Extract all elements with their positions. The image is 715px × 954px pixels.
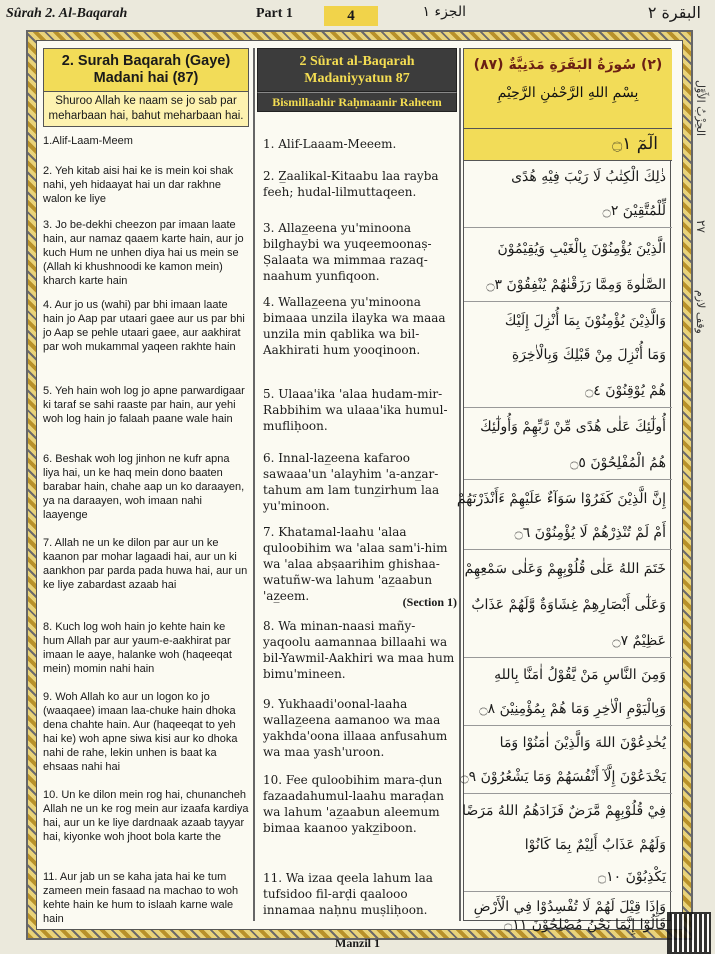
arabic-line: الصَّلٰوةَ وَمِمَّا رَزَقْنٰهُمْ يُنْفِقُوْنَ ۝٣ [486,277,666,293]
line-rule [464,227,672,228]
page-header [0,0,715,30]
column-divider [459,48,461,921]
arabic-alm-line: الٓمٓ ۝١ [464,129,672,161]
page-number: 4 [324,6,378,26]
urdu-verse-10: 10. Un ke dilon mein rog hai, chunancheh Allah ne un ke rog mein aur izaafa kardiya hai, aur un ke liye dardnaak azaab tayyar hai, kiyonke woh jhoot bola karte the [43,789,249,843]
translit-verse-5: 5. Ulaaa'ika 'alaa hudam-mir-Rabbihim wa ulaaa'ika humul-mufliḥoon. [263,387,448,433]
urdu-verse-2: 2. Yeh kitab aisi hai ke is mein koi shak nahi, yeh hidaayat hai un dar rakhne walon ke liye [43,165,234,205]
arabic-line: عَظِيْمٌ ۝٧ [612,633,666,649]
translit-bismillah: Bismillaahir Raḥmaanir Raheem [257,92,457,112]
arabic-line: خَتَمَ اللهُ عَلٰى قُلُوْبِهِمْ وَعَلٰى سَمْعِهِمْ [464,561,666,577]
translit-verse-6: 6. Innal-laz̲eena kafaroo sawaaa'un 'alayhim 'a-anz̲ar-tahum am lam tunz̲irhum laa yu'minoon. [263,451,440,513]
arabic-line: وَمِنَ النَّاسِ مَنْ يَّقُوْلُ اٰمَنَّا بِاللهِ [494,667,666,683]
arabic-line: أَمْ لَمْ تُنْذِرْهُمْ لَا يُؤْمِنُوْنَ ۝٦ [514,525,666,541]
urdu-verse-4: 4. Aur jo us (wahi) par bhi imaan laate hain jo Aap par utaari gaee aur us par bhi jo Aap se pehle utaari gaee, aur aakhirat par woh mukammal yaqeen rakhte hain [43,299,245,353]
urdu-verse-5: 5. Yeh hain woh log jo apne parwardigaar ki taraf se sahi raaste par hain, aur yehi woh log hain jo falaah paane wale hain [43,385,245,425]
line-rule [464,479,672,480]
urdu-verse-6: 6. Beshak woh log jinhon ne kufr apna liya hai, un ke haq mein dono baaten barabar hain, chahe aap un ko daraayen, ya na daraayen, woh imaan nahi laayenge [43,453,245,521]
line-rule [464,657,672,658]
translit-verse-10: 10. Fee quloobihim mara-ḍun fazaadahumul-laahu maraḍan wa lahum 'az̲aabun aleemum bimaa kaanoo yakz̲iboon. [263,773,444,835]
arabic-line: ذٰلِكَ الْكِتٰبُ لَا رَيْبَ فِيْهِ هُدًى [511,169,666,185]
arabic-line: وَإِذَا قِيْلَ لَهُمْ لَا تُفْسِدُوْا فِي الْأَرْضِ [473,899,666,915]
line-rule [464,891,672,892]
right-margin-notes [692,80,712,440]
translit-verse-3: 3. Allaz̲eena yu'minoona bilghaybi wa yuqeemoonaṣ-Ṣalaata wa mimmaa razaq-naahum yunfiqoon. [263,221,432,283]
translit-verse-2: 2. Z̲aalikal-Kitaabu laa rayba feeh; hudal-lilmuttaqeen. [263,169,439,199]
qr-code-icon [667,912,711,954]
part-label: Part 1 [256,6,293,21]
line-rule [464,793,672,794]
arabic-line: هُمْ يُوْقِنُوْنَ ۝٤ [585,383,666,399]
surah-title: Sûrah 2. Al-Baqarah [6,6,128,21]
juz-arabic: الجزء ١ [422,4,466,20]
urdu-bismillah: Shuroo Allah ke naam se jo sab par meharbaan hai, bahut meharbaan hai. [43,92,249,127]
arabic-line: وَالَّذِيْنَ يُؤْمِنُوْنَ بِمَا أُنْزِلَ إِلَيْكَ [504,313,666,329]
transliteration-column [257,48,457,921]
arabic-column [456,48,671,933]
urdu-verse-9: 9. Woh Allah ko aur un logon ko jo (waaqaee) imaan laa-chuke hain dhoka dena chahte hain. Aur (haqeeqat to yeh hai ke) woh apne siwa kisi aur ko dhoka nahi de rahe, lekin unhen is baat ka ehsaas nahi hai [43,691,238,773]
line-rule [464,549,672,550]
manzil-footer: Manzil 1 [335,936,380,950]
translit-column-title: 2 Sûrat al-Baqarah Madaniyyatun 87 [257,48,457,92]
translit-verse-8: 8. Wa minan-naasi mañy-yaqoolu aamannaa billaahi wa bil-Yawmil-Aakhiri wa maa hum bimu'mineen. [263,619,455,681]
arabic-line: إِنَّ الَّذِيْنَ كَفَرُوْا سَوَآءٌ عَلَيْهِمْ ءَأَنْذَرْتَهُمْ [456,491,666,507]
arabic-line: قَالُوْٓا إِنَّمَا نَحْنُ مُصْلِحُوْنَ ۝١١ [504,917,666,933]
arabic-line: يَخْدَعُوْنَ إِلَّآ أَنْفُسَهُمْ وَمَا يَشْعُرُوْنَ ۝٩ [460,769,666,785]
margin-waqf: وقف لازم [694,290,707,334]
translit-verse-9: 9. Yukhaadi'oonal-laaha wallaz̲eena aamanoo wa maa yakhda'oona illaaa anfusahum wa maa yash'uroon. [263,697,448,759]
arabic-line: يَكْذِبُوْنَ ۝١٠ [597,869,666,885]
urdu-verse-7: 7. Allah ne un ke dilon par aur un ke kaanon par mohar lagaadi hai, aur un ki aankhon par parda pada huwa hai, aur un ke liye zabardast azaab hai [43,537,248,591]
arabic-line: الَّذِيْنَ يُؤْمِنُوْنَ بِالْغَيْبِ وَيُقِيْمُوْنَ [497,241,666,257]
arabic-line: وَبِالْيَوْمِ الْاٰخِرِ وَمَا هُمْ بِمُؤْمِنِيْنَ ۝٨ [479,701,666,717]
arabic-line: وَعَلٰٓى أَبْصَارِهِمْ غِشَاوَةٌ وَّلَهُمْ عَذَابٌ [471,597,666,613]
line-rule [464,407,672,408]
urdu-verse-8: 8. Kuch log woh hain jo kehte hain ke hum Allah par aur yaum-e-aakhirat par imaan le aaye, halanke woh (haqeeqat mein) momin nahi hain [43,621,232,675]
arabic-line: فِيْ قُلُوْبِهِمْ مَّرَضٌ فَزَادَهُمُ اللهُ مَرَضًا [462,803,666,819]
translit-verse-4: 4. Wallaz̲eena yu'minoona bimaaa unzila ilayka wa maaa unzila min qablika wa bil-Aakhirati hum yooqinoon. [263,295,446,357]
line-rule [464,301,672,302]
roman-urdu-column [43,48,249,925]
arabic-header [464,49,672,129]
column-divider [253,48,255,921]
ornamental-border [26,30,693,940]
margin-hizb: الحِزْبُ الأَوَّل [694,80,707,137]
arabic-surah-title: (٢) سُورَةُ البَقَرَةِ مَدَنِيَّةٌ (٨٧) [473,57,663,73]
urdu-verse-11: 11. Aur jab un se kaha jata hai ke tum zameen mein fasaad na machao to woh kehte hain ke hum to islaah karne wale hain [43,871,239,925]
section-marker: (Section 1) [402,595,457,609]
arabic-line: وَمَا أُنْزِلَ مِنْ قَبْلِكَ وَبِالْاٰخِرَةِ [511,347,666,363]
translit-verse-7: 7. Khatamal-laahu 'alaa quloobihim wa 'alaa sam'i-him wa 'alaa abṣaarihim ghishaa-watuñw-wa lahum 'az̲aabun 'az̲eem. [263,525,448,603]
arabic-bismillah: بِسْمِ اللهِ الرَّحْمٰنِ الرَّحِيْمِ [497,85,639,101]
urdu-column-title: 2. Surah Baqarah (Gaye) Madani hai (87) [43,48,249,92]
page-body [36,40,683,933]
arabic-line: يُخٰدِعُوْنَ اللهَ وَالَّذِيْنَ اٰمَنُوْا وَمَا [499,735,666,751]
urdu-verse-3: 3. Jo be-dekhi cheezon par imaan laate hain, aur namaz qaaem karte hain, aur jo kuch Hum ne unhen diya hai us mein se (Allah ki khushnoodi ke kamon mein) kharch karte hain [43,219,244,287]
surah-arabic: البقرة ٢ [647,3,701,22]
arabic-line: لِّلْمُتَّقِيْنَ ۝٢ [602,203,666,219]
arabic-line: أُولٰٓئِكَ عَلٰى هُدًى مِّنْ رَّبِّهِمْ وَأُولٰٓئِكَ [480,419,666,435]
translit-verse-11: 11. Wa izaa qeela lahum laa tufsidoo fil-arḍi qaalooo innamaa naḥnu muṣliḥoon. [263,871,433,917]
arabic-line: وَلَهُمْ عَذَابٌ أَلِيْمٌ بِمَا كَانُوْا [524,837,666,853]
arabic-line: هُمُ الْمُفْلِحُوْنَ ۝٥ [570,455,666,471]
urdu-verse-1: 1.Alif-Laam-Meem [43,135,133,147]
section-marker-wrap [263,594,457,610]
line-rule [464,725,672,726]
translit-verse-1: 1. Alif-Laaam-Meeem. [263,137,397,151]
margin-number: ٢٧ [694,220,708,233]
